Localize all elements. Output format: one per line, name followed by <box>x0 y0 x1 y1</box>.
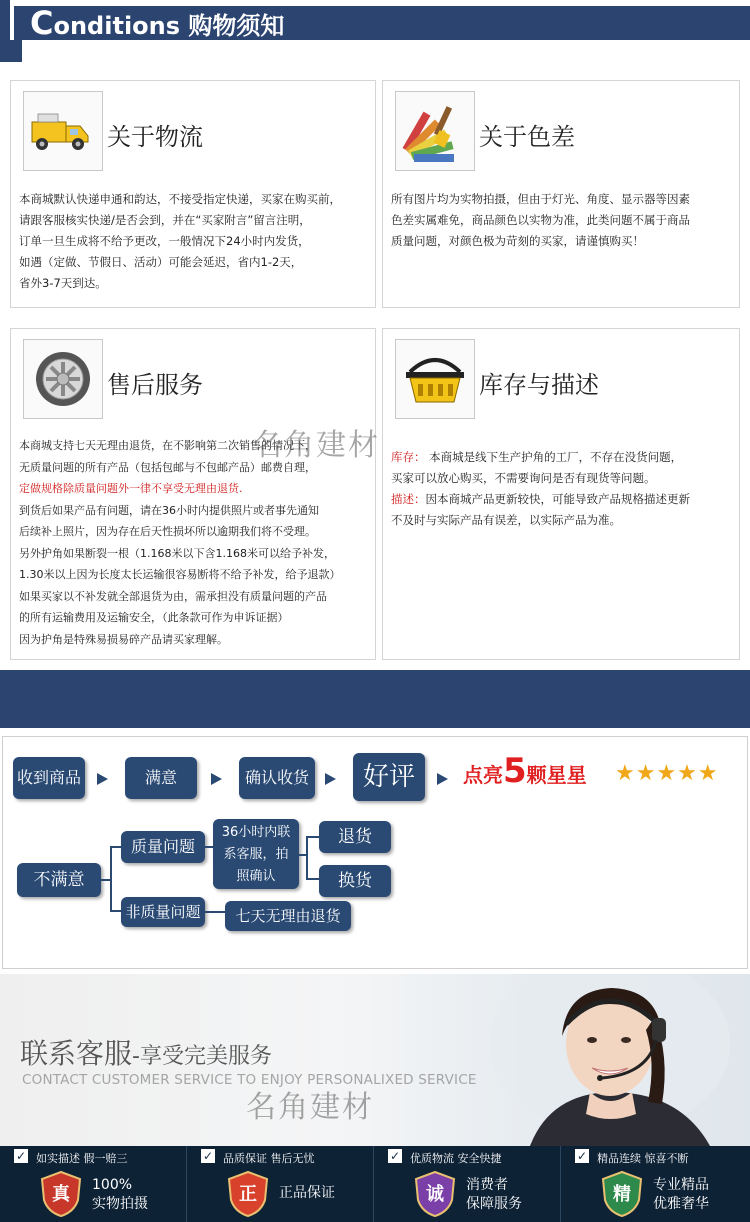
badge-authentic: ✓ 如实描述 假一赔三 真 100% 实物拍摄 <box>0 1146 187 1222</box>
arrow-right-icon <box>97 773 108 785</box>
guarantee-footer <box>0 1146 750 1222</box>
watermark-lower: 名角建材 <box>246 1090 374 1125</box>
truck-icon <box>23 91 103 171</box>
badge-consumer: ✓ 优质物流 安全快捷 诚 消费者 保障服务 <box>374 1146 561 1222</box>
checkbox-icon: ✓ <box>15 1149 27 1163</box>
badge-genuine: ✓ 品质保证 售后无忧 正 正品保证 <box>187 1146 374 1222</box>
arrow-right-icon <box>325 773 336 785</box>
seven-day-return-box: 七天无理由退货 <box>225 901 351 931</box>
five-stars-icon: ★★★★★ <box>615 761 719 786</box>
header-title: Conditions 购物须知 <box>30 4 285 42</box>
aftersale-panel <box>10 328 376 660</box>
logistics-text: 本商城默认快递申通和韵达，不接受指定快递，买家在购买前， 请跟客服核实快递/是否会到，并在“买家附言”留言注明， 订单一旦生成将不给予更改，一般情况下24小时内发货， 如遇（定做、节假日、活动）可能会延迟，省内1-2天， 省外3-7天到达。 <box>19 192 341 290</box>
logistics-title: 关于物流 <box>107 123 203 151</box>
checkbox-icon: ✓ <box>202 1149 214 1163</box>
quality-issue-box: 质量问题 <box>121 831 205 863</box>
return-process-diagram <box>2 736 748 969</box>
connector-line <box>205 905 225 919</box>
step-received: 收到商品 <box>13 757 85 799</box>
arrow-right-icon <box>437 773 448 785</box>
checkbox-icon: ✓ <box>576 1149 588 1163</box>
contact-subtitle: CONTACT CUSTOMER SERVICE TO ENJOY PERSONALIXED SERVICE <box>22 1072 477 1088</box>
stock-panel <box>382 328 740 660</box>
logistics-panel <box>10 80 376 308</box>
stock-title: 库存与描述 <box>479 371 599 399</box>
step-confirm: 确认收货 <box>239 757 315 799</box>
header-accent-corner <box>10 40 22 62</box>
contact-title: 联系客服-享受完美服务 <box>20 1037 272 1070</box>
stock-text: 库存： 本商城是线下生产护角的工厂，不存在没货问题， 买家可以放心购买，不需要询问是否有现货等问题。 描述：因本商城产品更新较快，可能导致产品规格描述更新 不及时与实际产品有误差，以实际产品为准。 <box>391 450 690 527</box>
header-accent-left <box>0 0 10 62</box>
wheel-icon <box>23 339 103 419</box>
contact-service-box: 36小时内联 系客服，拍 照确认 <box>213 819 299 889</box>
branch-connector <box>299 835 321 885</box>
badge-premium: ✓ 精品连续 惊喜不断 精 专业精品 优雅奢华 <box>561 1146 750 1222</box>
step-praise: 好评 <box>353 753 425 801</box>
step-satisfied: 满意 <box>125 757 197 799</box>
watermark-upper: 名角建材 <box>252 428 380 463</box>
conditions-header <box>0 0 750 48</box>
basket-icon <box>395 339 475 419</box>
blue-divider-band <box>0 670 750 728</box>
color-panel <box>382 80 740 308</box>
light-stars-text: 点亮5颗星星 <box>463 751 587 791</box>
exchange-box: 换货 <box>319 865 391 897</box>
contact-service-banner <box>0 974 750 1146</box>
color-swatch-icon <box>395 91 475 171</box>
arrow-right-icon <box>211 773 222 785</box>
customer-service-agent-image <box>470 974 750 1146</box>
unsatisfied-box: 不满意 <box>17 863 101 897</box>
checkbox-icon: ✓ <box>389 1149 401 1163</box>
aftersale-title: 售后服务 <box>107 371 203 399</box>
return-box: 退货 <box>319 821 391 853</box>
aftersale-text: 本商城支持七天无理由退货，在不影响第二次销售的情况下， 无质量问题的所有产品（包括包邮与不包邮产品）邮费自理， 定做规格除质量问题外一律不享受无理由退货. 到货后如果产品有问题，请在36小时内提供照片或者事先通知 后续补上照片，因为存在后天性损坏所以逾期我们将不受理。 另外护角如果断裂一根（1.168米以下含1.168米可以给予补发， 1.30米以上因为长度太长运输很容易断将不给予补发，给予退款） 如果买家以不补发就全部退货为由，需承担没有质量问题的产品 的所有运输费用及运输安全，（此条款可作为申诉证据） 因为护角是特殊易损易碎产品请买家理解。 <box>19 439 341 646</box>
non-quality-issue-box: 非质量问题 <box>121 897 205 927</box>
color-title: 关于色差 <box>479 123 575 151</box>
color-text: 所有图片均为实物拍摄，但由于灯光、角度、显示器等因素 色差实属难免，商品颜色以实物为准，此类问题不属于商品 质量问题，对颜色极为苛刻的买家，请谨慎购买！ <box>391 192 690 248</box>
